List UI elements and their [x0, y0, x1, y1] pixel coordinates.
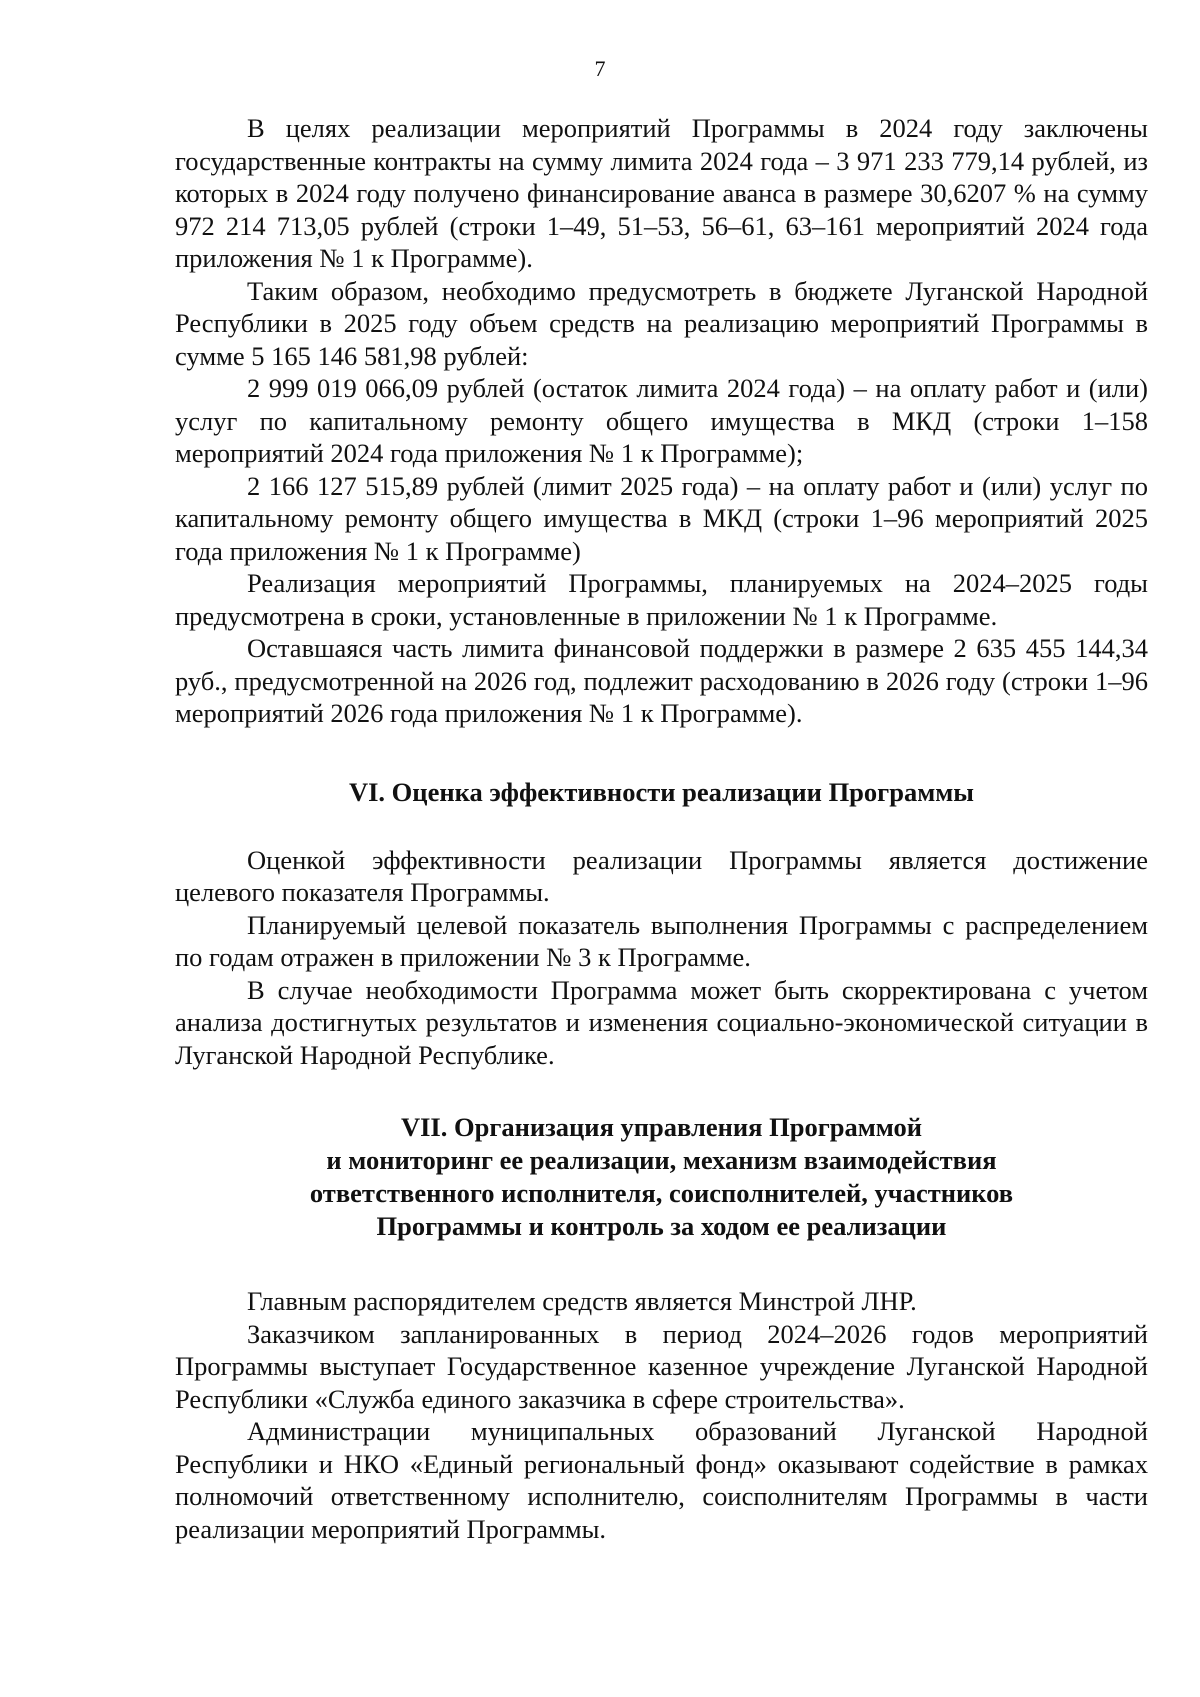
- section-7-paragraph-1: Главным распорядителем средств является Минстрой ЛНР.: [247, 1286, 917, 1316]
- section-6-paragraph-3: В случае необходимости Программа может быть скорректирована с учетом анализа достигнутых результатов и изменения социально-экономической ситуации в Луганской Народной Республике.: [175, 974, 1148, 1070]
- intro-paragraph-4: 2 166 127 515,89 рублей (лимит 2025 года) – на оплату работ и (или) услуг по капитальному ремонту общего имущества в МКД (строки 1–96 мероприятий 2025 года приложения № 1 к Программе): [175, 470, 1148, 566]
- section-6-paragraph-2: Планируемый целевой показатель выполнения Программы с распределением по годам отражен в приложении № 3 к Программе.: [175, 909, 1148, 972]
- section-7-heading-line-1: VII. Организация управления Программой: [400, 1112, 923, 1142]
- section-6-paragraph-1: Оценкой эффективности реализации Программы является достижение целевого показателя Программы.: [175, 844, 1148, 907]
- intro-paragraph-1: В целях реализации мероприятий Программы в 2024 году заключены государственные контракты на сумму лимита 2024 года – 3 971 233 779,14 рублей, из которых в 2024 году получено финансирование аванса в размере 30,6207 % на сумму 972 214 713,05 рублей (строки 1–49, 51–53, 56–61, 63–161 мероприятий 2024 года приложения № 1 к Программе).: [175, 113, 1148, 273]
- section-7-paragraph-3: Администрации муниципальных образований Луганской Народной Республики и НКО «Единый региональный фонд» оказывают содействие в рамках полномочий ответственному исполнителю, соисполнителям Программы в части реализации мероприятий Программы.: [175, 1416, 1148, 1544]
- intro-paragraph-2: Таким образом, необходимо предусмотреть в бюджете Луганской Народной Республики в 2025 году объем средств на реализацию мероприятий Программы в сумме 5 165 146 581,98 рублей:: [175, 275, 1148, 371]
- intro-paragraph-3: 2 999 019 066,09 рублей (остаток лимита 2024 года) – на оплату работ и (или) услуг по капитальному ремонту общего имущества в МКД (строки 1–158 мероприятий 2024 года приложения № 1 к Программе);: [175, 373, 1148, 468]
- section-7-heading: [175, 1111, 1148, 1243]
- page-number: 7: [594, 56, 606, 81]
- section-7-heading-line-2: и мониторинг ее реализации, механизм взаимодействия: [326, 1145, 997, 1175]
- intro-paragraph-6: Оставшаяся часть лимита финансовой поддержки в размере 2 635 455 144,34 руб., предусмотренной на 2026 год, подлежит расходованию в 2026 году (строки 1–96 мероприятий 2026 года приложения № 1 к Программе).: [175, 633, 1148, 728]
- intro-paragraph-5: Реализация мероприятий Программы, планируемых на 2024–2025 годы предусмотрена в сроки, установленные в приложении № 1 к Программе.: [175, 568, 1148, 631]
- section-7-heading-line-3: ответственного исполнителя, соисполнителей, участников: [309, 1178, 1014, 1208]
- section-6-heading: VI. Оценка эффективности реализации Программы: [348, 776, 974, 807]
- section-7-paragraph-2: Заказчиком запланированных в период 2024–2026 годов мероприятий Программы выступает Государственное казенное учреждение Луганской Народной Республики «Служба единого заказчика в сфере строительства».: [175, 1318, 1148, 1414]
- document-body: [175, 112, 1148, 1545]
- section-7-heading-line-4: Программы и контроль за ходом ее реализации: [376, 1211, 947, 1241]
